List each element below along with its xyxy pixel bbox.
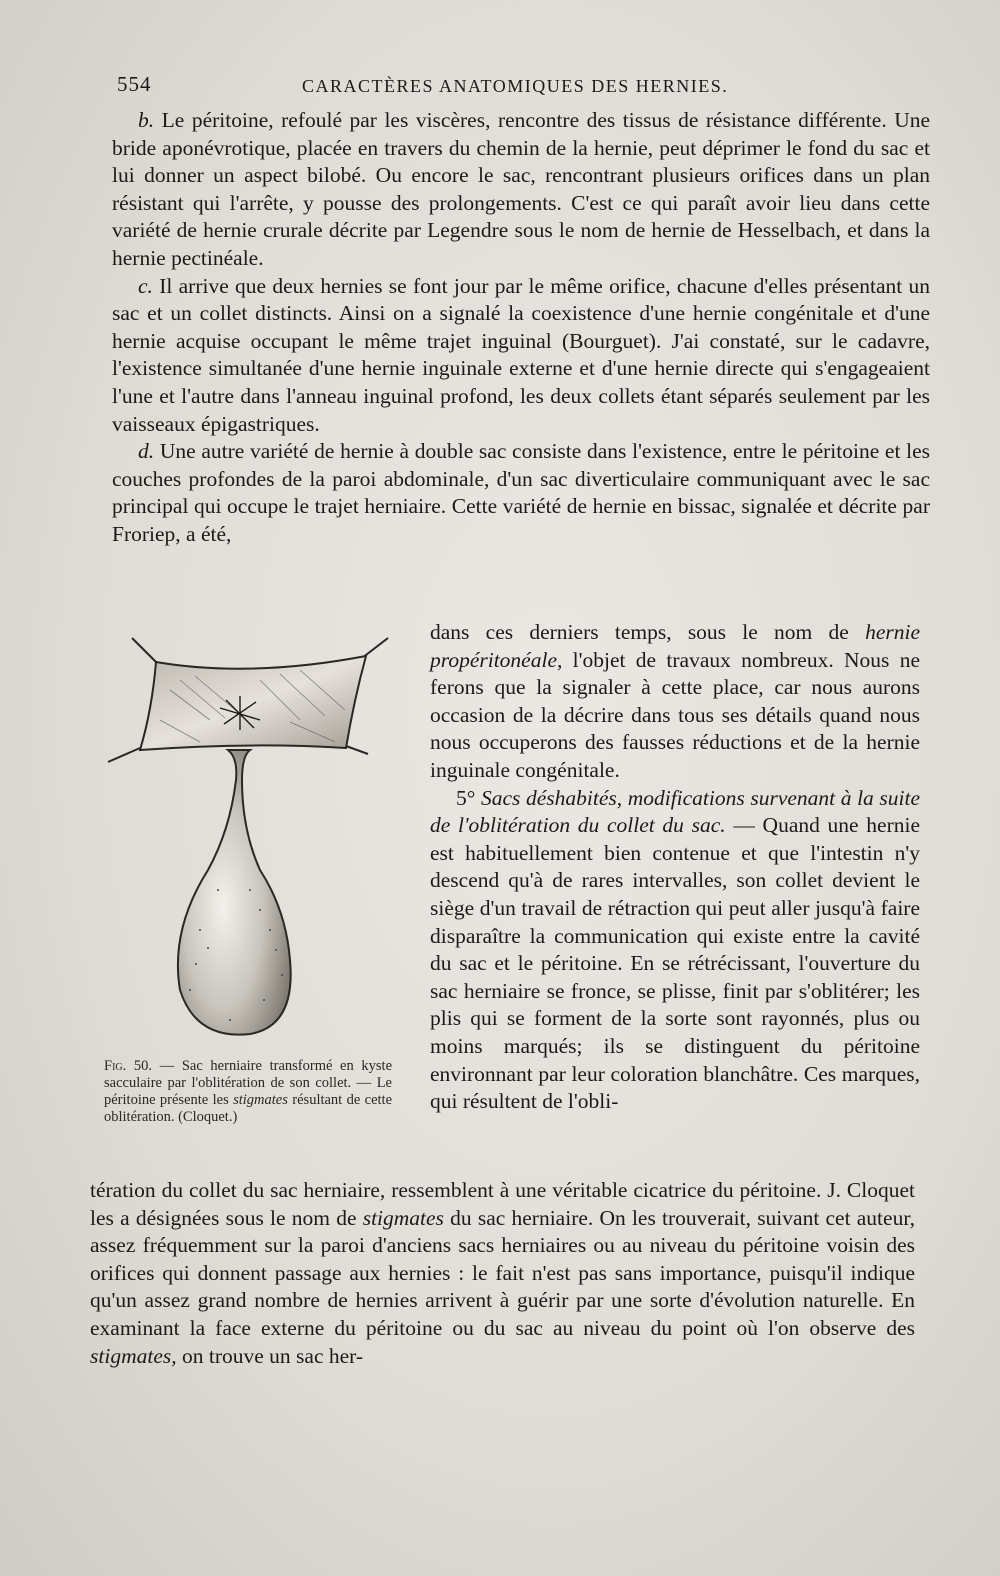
paragraph-letter: b. (138, 108, 155, 132)
running-head: CARACTÈRES ANATOMIQUES DES HERNIES. (302, 76, 729, 96)
paragraph-letter: c. (138, 273, 153, 298)
section-5 (430, 785, 920, 1116)
section-title: Sacs déshabités, modifications survenant à la suite de l'oblitération du collet du sac. (430, 785, 920, 838)
bottom-italic-2: stigmates, (90, 1343, 177, 1368)
continuation-text: dans ces derniers temps, sous le nom de (430, 620, 849, 644)
hernial-sac-illustration (100, 630, 400, 1050)
figure-hernial-sac (100, 630, 400, 1050)
continuation-text-end: l'objet de travaux nombreux. Nous ne ferons que la signaler à cette place, car nous aurons occasion de la décrire dans tous ses détails quand nous nous occuperons des fausses réductions et de la hernie inguinale congénitale. (430, 647, 921, 782)
bottom-text: tération du collet du sac herniaire, ressemblent à une véritable cicatrice du péritoine. J. Cloquet les a désignées sous le nom de (90, 1178, 915, 1230)
paragraph-c (112, 273, 930, 439)
caption-text: — Sac herniaire transformé en kyste sacculaire par l'oblitération de son collet. — Le péritoine présente les (104, 1058, 393, 1108)
bottom-italic: stigmates (362, 1205, 444, 1230)
page-header (117, 72, 817, 102)
figure-caption (104, 1058, 392, 1126)
paragraph-d-continuation (430, 619, 920, 785)
text-block-bottom (90, 1177, 915, 1370)
caption-text-end: résultant de cette oblitération. (Cloquet.) (104, 1092, 393, 1125)
paragraph-b (112, 107, 930, 273)
page-number: 554 (117, 72, 152, 96)
paragraph-d (112, 438, 930, 548)
text-block-top (112, 107, 930, 549)
paragraph-bottom (90, 1177, 915, 1370)
section-text: Quand une hernie est habituellement bien contenue et que l'intestin n'y descend qu'à de rares intervalles, son collet devient le siège d'un travail de rétraction qui peut aller jusqu'à faire disparaître la communication qui existe entre la cavité du sac et le péritoine. En se rétrécissant, l'ouverture du sac herniaire se fronce, se plisse, finit par s'oblitérer; les plis qui se forment de la sorte sont rayonnés, plus ou moins marqués; ils se distinguent du péritoine environnant par leur coloration blanchâtre. Ces marques, qui résultent de l'obli- (430, 813, 921, 1114)
paragraph-text: Il arrive que deux hernies se font jour par le même orifice, chacune d'elles présentant un sac et un collet distincts. Ainsi on a signalé la coexistence d'une hernie congénitale et d'une hernie acquise occupant le même trajet inguinal (Bourguet). J'ai constaté, sur le cadavre, l'existence simultanée d'une hernie inguinale externe et d'une hernie directe qui s'engageaient l'une et l'autre dans l'anneau inguinal profond, les deux collets étant séparés seulement par les vaisseaux épigastriques. (112, 273, 930, 436)
peritoneum-membrane (140, 656, 366, 750)
caption-italic: stigmates (233, 1092, 288, 1108)
bottom-text-middle: du sac herniaire. On les trouverait, suivant cet auteur, assez fréquemment sur la paroi d'anciens sacs herniaires ou au niveau du péritoine voisin des orifices qui donnent passage aux hernies : le fait n'est pas sans importance, puisqu'il indique qu'un assez grand nombre de hernies arrivent à guérir par une sorte d'évolution naturelle. En examinant la face externe du péritoine ou du sac au niveau du point où l'on observe des (90, 1205, 915, 1340)
section-number: 5° (456, 785, 476, 810)
paragraph-letter: d. (138, 439, 155, 464)
continuation-italic: hernie propéritonéale, (430, 620, 921, 672)
figure-label: Fig. 50. (104, 1058, 153, 1074)
bottom-text-end: on trouve un sac her- (181, 1343, 364, 1368)
paragraph-text: Une autre variété de hernie à double sac consiste dans l'existence, entre le péritoine et les couches profondes de la paroi abdominale, d'un sac diverticulaire communiquant avec le sac principal qui occupe le trajet herniaire. Cette variété de hernie en bissac, signalée et décrite par Froriep, a été, (112, 439, 930, 546)
text-block-right (430, 619, 920, 1116)
paragraph-text: Le péritoine, refoulé par les viscères, rencontre des tissus de résistance différente. Une bride aponévrotique, placée en travers du chemin de la hernie, peut déprimer le fond du sac et lui donner un aspect bilobé. Ou encore le sac, rencontrant plusieurs orifices dans un plan résistant qui l'arrête, y pousse des prolongements. C'est ce qui paraît avoir lieu dans cette variété de hernie crurale décrite par Legendre sous le nom de hernie de Hesselbach, et dans la hernie pectinéale. (112, 108, 931, 270)
hernial-sac (178, 750, 291, 1035)
section-dash: — (733, 813, 755, 838)
